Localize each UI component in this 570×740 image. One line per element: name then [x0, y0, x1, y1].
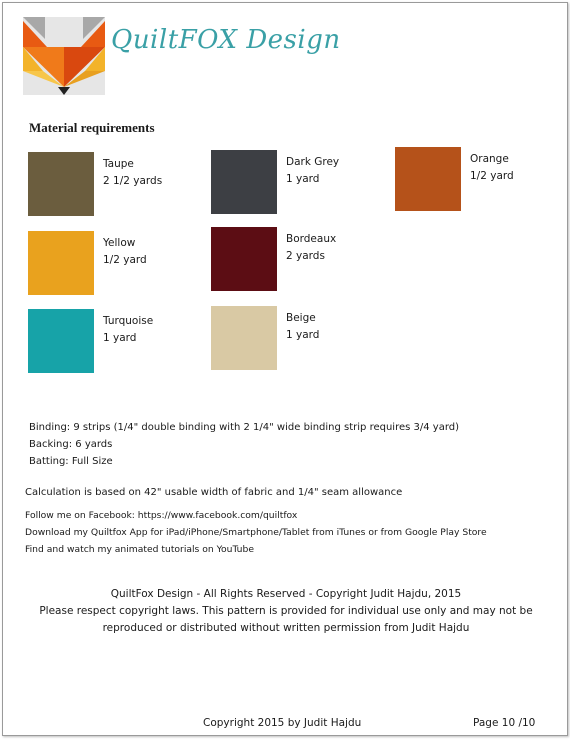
- tutorials-line: Find and watch my animated tutorials on YouTube: [25, 544, 254, 555]
- fabric-name: Dark Grey: [286, 156, 340, 168]
- fabric-amount: 1 yard: [286, 329, 320, 341]
- fabric-amount: 1 yard: [286, 173, 320, 185]
- fabric-amount: 2 yards: [286, 250, 325, 262]
- rights-line-2: Please respect copyright laws. This pattern is provided for individual use only and may not be: [39, 605, 533, 617]
- fabric-swatch: [28, 152, 94, 216]
- fabric-name: Bordeaux: [286, 233, 337, 245]
- fabric-amount: 2 1/2 yards: [103, 175, 163, 187]
- fox-logo: [23, 17, 105, 95]
- batting-note: Batting: Full Size: [29, 456, 113, 467]
- rights-line-3: reproduced or distributed without written permission from Judit Hajdu: [102, 622, 470, 634]
- fabric-amount: 1/2 yard: [470, 170, 514, 182]
- fabric-amount: 1 yard: [103, 332, 137, 344]
- app-line: Download my Quiltfox App for iPad/iPhone/Smartphone/Tablet from iTunes or from Google Play Store: [25, 527, 487, 538]
- calculation-note: Calculation is based on 42" usable width of fabric and 1/4" seam allowance: [25, 487, 403, 498]
- fabric-swatch: [28, 231, 94, 295]
- fabric-swatch: [211, 306, 277, 370]
- fabric-name: Beige: [286, 312, 316, 324]
- binding-note: Binding: 9 strips (1/4" double binding with 2 1/4" wide binding strip requires 3/4 yard): [29, 422, 460, 433]
- page-number: Page 10 /10: [473, 717, 536, 729]
- backing-note: Backing: 6 yards: [29, 439, 113, 450]
- fabric-name: Yellow: [103, 237, 136, 249]
- fabric-swatch: [211, 227, 277, 291]
- fabric-swatch: [211, 150, 277, 214]
- fabric-amount: 1/2 yard: [103, 254, 147, 266]
- rights-line-1: QuiltFox Design - All Rights Reserved - Copyright Judit Hajdu, 2015: [110, 588, 462, 600]
- fabric-swatch: [28, 309, 94, 373]
- rights-notice: [3, 586, 569, 637]
- follow-links: [25, 507, 487, 558]
- document-page: [2, 2, 568, 736]
- footer-copyright: Copyright 2015 by Judit Hajdu: [203, 717, 362, 729]
- fabric-swatch: [395, 147, 461, 211]
- fabric-name: Orange: [470, 153, 509, 165]
- brand-name: QuiltFOX Design: [111, 25, 341, 55]
- facebook-line: Follow me on Facebook: https://www.facebook.com/quiltfox: [25, 510, 298, 521]
- section-title: Material requirements: [29, 120, 155, 135]
- fabric-name: Taupe: [103, 158, 134, 170]
- yardage-notes: [29, 419, 459, 470]
- fabric-name: Turquoise: [103, 315, 154, 327]
